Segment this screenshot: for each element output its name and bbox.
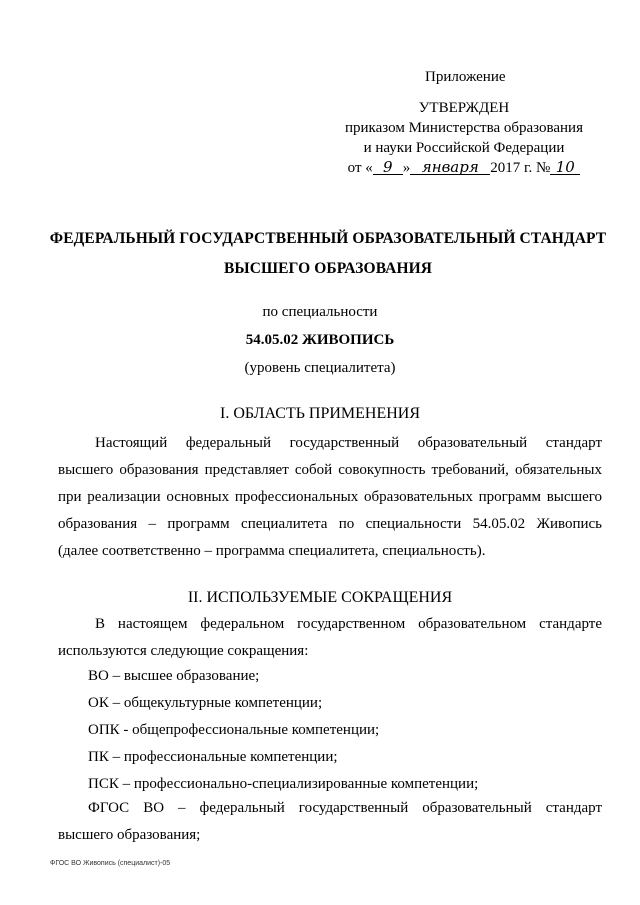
specialty-name: 54.05.02 ЖИВОПИСЬ <box>245 332 395 348</box>
section-1-title: I. ОБЛАСТЬ ПРИМЕНЕНИЯ <box>219 405 421 422</box>
abbreviation-item: ВО – высшее образование; <box>88 668 260 684</box>
abbreviation-item: ПК – профессиональные компетенции; <box>88 749 338 765</box>
section-2-title: II. ИСПОЛЬЗУЕМЫЕ СОКРАЩЕНИЯ <box>187 589 453 606</box>
handwritten-day: 9 <box>373 160 403 175</box>
abbreviation-item: ОК – общекультурные компетенции; <box>88 695 323 711</box>
section-1-line-4: образования – программ специалитета по специальности 54.05.02 Живопись <box>58 516 602 532</box>
year-text: 2017 г. № <box>490 160 551 176</box>
standard-title <box>40 224 616 284</box>
order-line-1: приказом Министерства образования <box>345 120 583 136</box>
section-2-intro-line-2: используются следующие сокращения: <box>58 643 309 659</box>
order-line-2: и науки Российской Федерации <box>363 140 565 156</box>
specialty-level: (уровень специалитета) <box>244 360 396 376</box>
abbreviation-item: ОПК - общепрофессиональные компетенции; <box>88 722 380 738</box>
order-date-line <box>320 158 608 178</box>
fgos-line-1: ФГОС ВО – федеральный государственный образовательный стандарт <box>88 800 602 816</box>
specialty-label: по специальности <box>262 304 378 320</box>
title-line-2: ВЫСШЕГО ОБРАЗОВАНИЯ <box>223 260 433 277</box>
handwritten-number: 10 <box>550 160 580 175</box>
date-prefix: от « <box>347 160 373 176</box>
section-2-intro-line-1: В настоящем федеральном государственном образовательном стандарте <box>95 616 602 632</box>
approval-block <box>320 98 608 178</box>
section-1-line-3: при реализации основных профессиональных образовательных программ высшего <box>58 489 602 505</box>
date-mid: » <box>402 160 411 176</box>
fgos-line-2: высшего образования; <box>58 827 201 843</box>
abbreviation-item: ПСК – профессионально-специализированные компетенции; <box>88 776 479 792</box>
section-1-line-5: (далее соответственно – программа специалитета, специальность). <box>58 543 486 559</box>
title-line-1: ФЕДЕРАЛЬНЫЙ ГОСУДАРСТВЕННЫЙ ОБРАЗОВАТЕЛЬНЫЙ СТАНДАРТ <box>49 230 607 247</box>
appendix-label: Приложение <box>425 69 506 85</box>
approved-label: УТВЕРЖДЕН <box>418 100 510 116</box>
section-1-line-2: высшего образования представляет собой совокупность требований, обязательных <box>58 462 602 478</box>
section-1-line-1: Настоящий федеральный государственный образовательный стандарт <box>95 435 602 451</box>
footer-code: ФГОС ВО Живопись (специалист)-05 <box>50 860 171 867</box>
handwritten-month: января <box>410 160 490 175</box>
